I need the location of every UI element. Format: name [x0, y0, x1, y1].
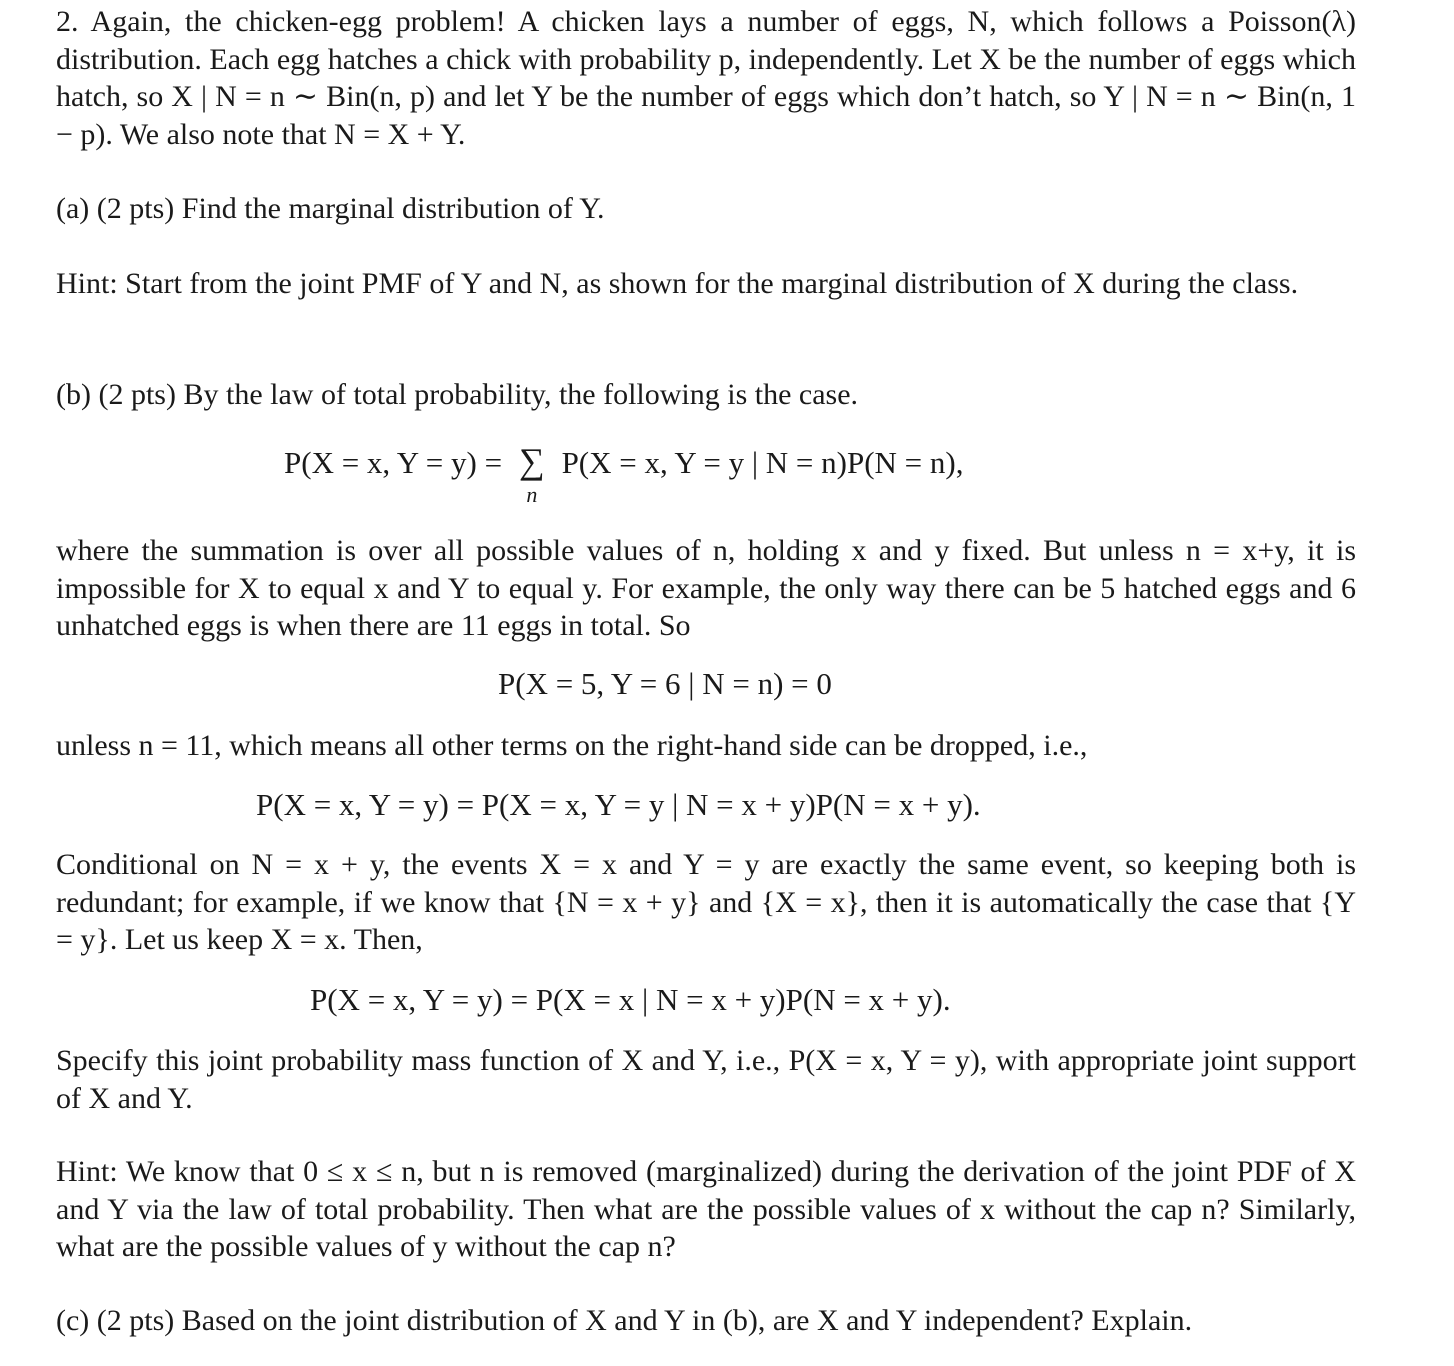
part-b-paragraph-3: Conditional on N = x + y, the events X = x and Y = y are exactly the same event, so keeping both is redundant; for example, if we know that {N = x + y} and {X = x}, then it is automatically the case that {Y = y}. Let us keep X = x. Then, [56, 848, 1356, 956]
equation-joint-pmf: P(X = x, Y = y) = P(X = x | N = x + y)P(N = x + y). [310, 982, 951, 1017]
equation-total-probability-left: P(X = x, Y = y) = [284, 445, 510, 480]
part-b-paragraph-4: Specify this joint probability mass function of X and Y, i.e., P(X = x, Y = y), with appropriate joint support of X and Y. [56, 1044, 1356, 1115]
summation-index: n [526, 482, 538, 507]
equation-dropped-terms: P(X = x, Y = y) = P(X = x, Y = y | N = x + y)P(N = x + y). [256, 787, 981, 822]
part-c-question: (c) (2 pts) Based on the joint distribution of X and Y in (b), are X and Y independent? Explain. [56, 1304, 1193, 1337]
equation-example-zero: P(X = 5, Y = 6 | N = n) = 0 [498, 666, 832, 701]
part-b-hint: Hint: We know that 0 ≤ x ≤ n, but n is removed (marginalized) during the derivation of the joint PDF of X and Y via the law of total probability. Then what are the possible values of x without the cap n? Similarly, what are the possible values of y without the cap n? [56, 1155, 1356, 1263]
equation-total-probability-right: P(X = x, Y = y | N = n)P(N = n), [553, 445, 964, 480]
problem-intro: 2. Again, the chicken-egg problem! A chicken lays a number of eggs, N, which follows a Poisson(λ) distribution. Each egg hatches a chick with probability p, independently. Let X be the number of eggs which hatch, so X | N = n ∼ Bin(n, p) and let Y be the number of eggs which don’t hatch, so Y | N = n ∼ Bin(n, 1 − p). We also note that N = X + Y. [56, 5, 1356, 151]
summation-symbol: ∑ n [510, 441, 554, 483]
part-b-paragraph-1: where the summation is over all possible values of n, holding x and y fixed. But unless n = x+y, it is impossible for X to equal x and Y to equal y. For example, the only way there can be 5 hatched eggs and 6 unhatched eggs is when there are 11 eggs in total. So [56, 534, 1356, 642]
part-a-question: (a) (2 pts) Find the marginal distribution of Y. [56, 192, 605, 225]
equation-total-probability [284, 441, 964, 507]
part-b-question: (b) (2 pts) By the law of total probability, the following is the case. [56, 378, 859, 411]
part-b-paragraph-2: unless n = 11, which means all other terms on the right-hand side can be dropped, i.e., [56, 729, 1088, 762]
part-a-hint: Hint: Start from the joint PMF of Y and N, as shown for the marginal distribution of X during the class. [56, 267, 1299, 300]
